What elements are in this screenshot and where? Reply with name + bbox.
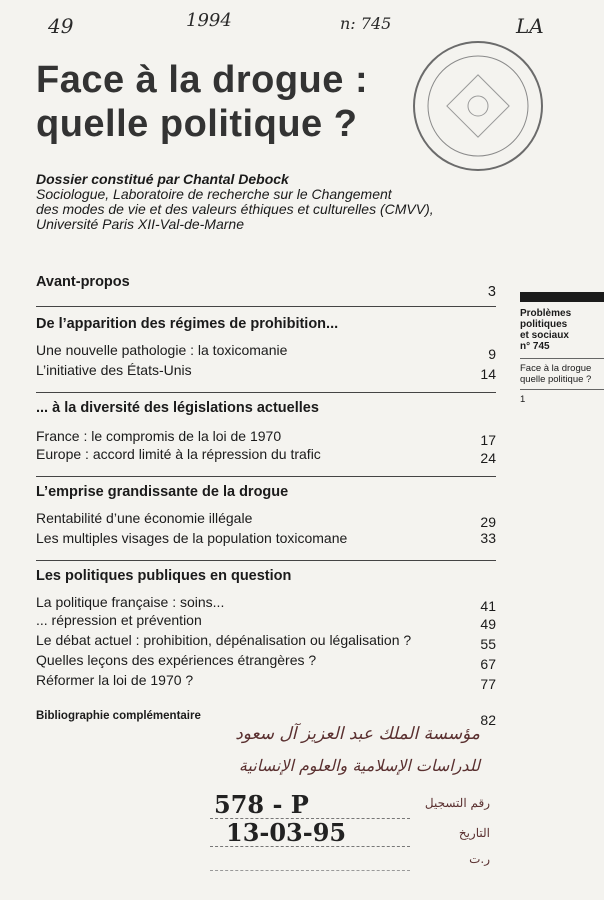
toc-entry-label: France : le compromis de la loi de 1970 (36, 428, 282, 444)
toc-entry (36, 342, 496, 362)
toc-entry-label: Avant-propos (36, 274, 130, 290)
toc-entry (36, 632, 496, 652)
reference-label: ر.ت (469, 852, 490, 866)
registration-label: رقم التسجيل (424, 796, 490, 810)
toc-entry (36, 594, 496, 614)
stamp-institution-line-2: للدراسات الإسلامية والعلوم الإنسانية (238, 756, 480, 775)
toc-entry-page: 9 (488, 346, 496, 362)
toc-entry (36, 652, 496, 672)
toc-entry-label: Une nouvelle pathologie : la toxicomanie (36, 342, 288, 358)
toc-entry (36, 612, 496, 632)
registration-date: 13-03-95 (226, 818, 347, 847)
toc-entry-page: 14 (480, 366, 496, 382)
author-affiliation-line: des modes de vie et des valeurs éthiques et culturelles (CMVV), (36, 201, 434, 217)
toc-entry-page: 49 (480, 616, 496, 632)
sidebar-page-number: 1 (520, 394, 526, 405)
handwritten-initials: LA (516, 14, 544, 38)
toc-entry-page: 29 (480, 514, 496, 530)
toc-entry-page: 24 (480, 450, 496, 466)
author-block (36, 172, 434, 232)
sidebar-subtitle-line: quelle politique ? (520, 374, 592, 385)
toc-entry (36, 428, 496, 448)
toc-section-heading: L’emprise grandissante de la drogue (36, 484, 289, 500)
author-affiliation-line: Université Paris XII-Val-de-Marne (36, 216, 244, 232)
toc-section-heading: ... à la diversité des législations actuelles (36, 400, 319, 416)
toc-entry-label: Europe : accord limité à la répression du trafic (36, 446, 321, 462)
toc-entry-page: 77 (480, 676, 496, 692)
section-divider (36, 560, 496, 561)
toc-entry-label: Rentabilité d’une économie illégale (36, 510, 253, 526)
author-byline: Dossier constitué par Chantal Debock (36, 171, 289, 187)
toc-entry-page: 41 (480, 598, 496, 614)
sidebar-divider (520, 389, 604, 390)
section-divider (36, 392, 496, 393)
series-title-line: politiques (520, 319, 568, 330)
toc-entry-page: 3 (487, 284, 496, 300)
toc-avant-propos (36, 274, 496, 300)
toc-entry-page: 33 (480, 530, 496, 546)
registration-number: 578 - P (214, 790, 309, 819)
toc-entry-page: 17 (480, 432, 496, 448)
toc-entry (36, 510, 496, 530)
series-sidebar (520, 292, 604, 405)
toc-entry-page: 55 (480, 636, 496, 652)
handwritten-number: 49 (48, 14, 74, 38)
section-divider (36, 476, 496, 477)
reference-line (210, 870, 410, 871)
handwritten-year: 1994 (186, 10, 232, 31)
author-affiliation-line: Sociologue, Laboratoire de recherche sur le Changement (36, 186, 392, 202)
toc-entry (36, 672, 496, 692)
toc-entry-page: 67 (480, 656, 496, 672)
toc-entry-label: Le débat actuel : prohibition, dépénalisation ou légalisation ? (36, 632, 412, 648)
toc-entry-label: Quelles leçons des expériences étrangères ? (36, 652, 317, 668)
document-title (36, 58, 368, 146)
series-title-line: et sociaux (520, 330, 569, 341)
toc-entry-label: Réformer la loi de 1970 ? (36, 672, 194, 688)
toc-entry-page: 82 (480, 712, 496, 728)
title-line-1: Face à la drogue : (36, 59, 369, 101)
toc-entry-label: Les multiples visages de la population toxicomane (36, 530, 348, 546)
sidebar-divider (520, 358, 604, 359)
toc-entry-label: Bibliographie complémentaire (36, 710, 201, 722)
series-issue-number: n° 745 (520, 341, 550, 352)
library-seal-stamp (408, 36, 548, 176)
toc-entry (36, 362, 496, 382)
date-label: التاريخ (458, 826, 490, 840)
toc-entry (36, 446, 496, 466)
handwritten-issue-number: n: 745 (340, 14, 392, 33)
series-title-line: Problèmes (520, 308, 572, 319)
toc-entry-label: L’initiative des États-Unis (36, 362, 192, 378)
date-line (210, 846, 410, 847)
section-divider (36, 306, 496, 307)
title-line-2: quelle politique ? (36, 103, 358, 145)
sidebar-subtitle-line: Face à la drogue (520, 363, 592, 374)
toc-entry-label: ... répression et prévention (36, 612, 202, 628)
toc-section-heading: Les politiques publiques en question (36, 568, 292, 584)
toc-entry-label: La politique française : soins... (36, 594, 225, 610)
sidebar-black-bar (520, 292, 604, 302)
toc-section-heading: De l’apparition des régimes de prohibition... (36, 316, 339, 332)
stamp-institution-line-1: مؤسسة الملك عبد العزيز آل سعود (235, 724, 480, 744)
toc-entry (36, 530, 496, 546)
